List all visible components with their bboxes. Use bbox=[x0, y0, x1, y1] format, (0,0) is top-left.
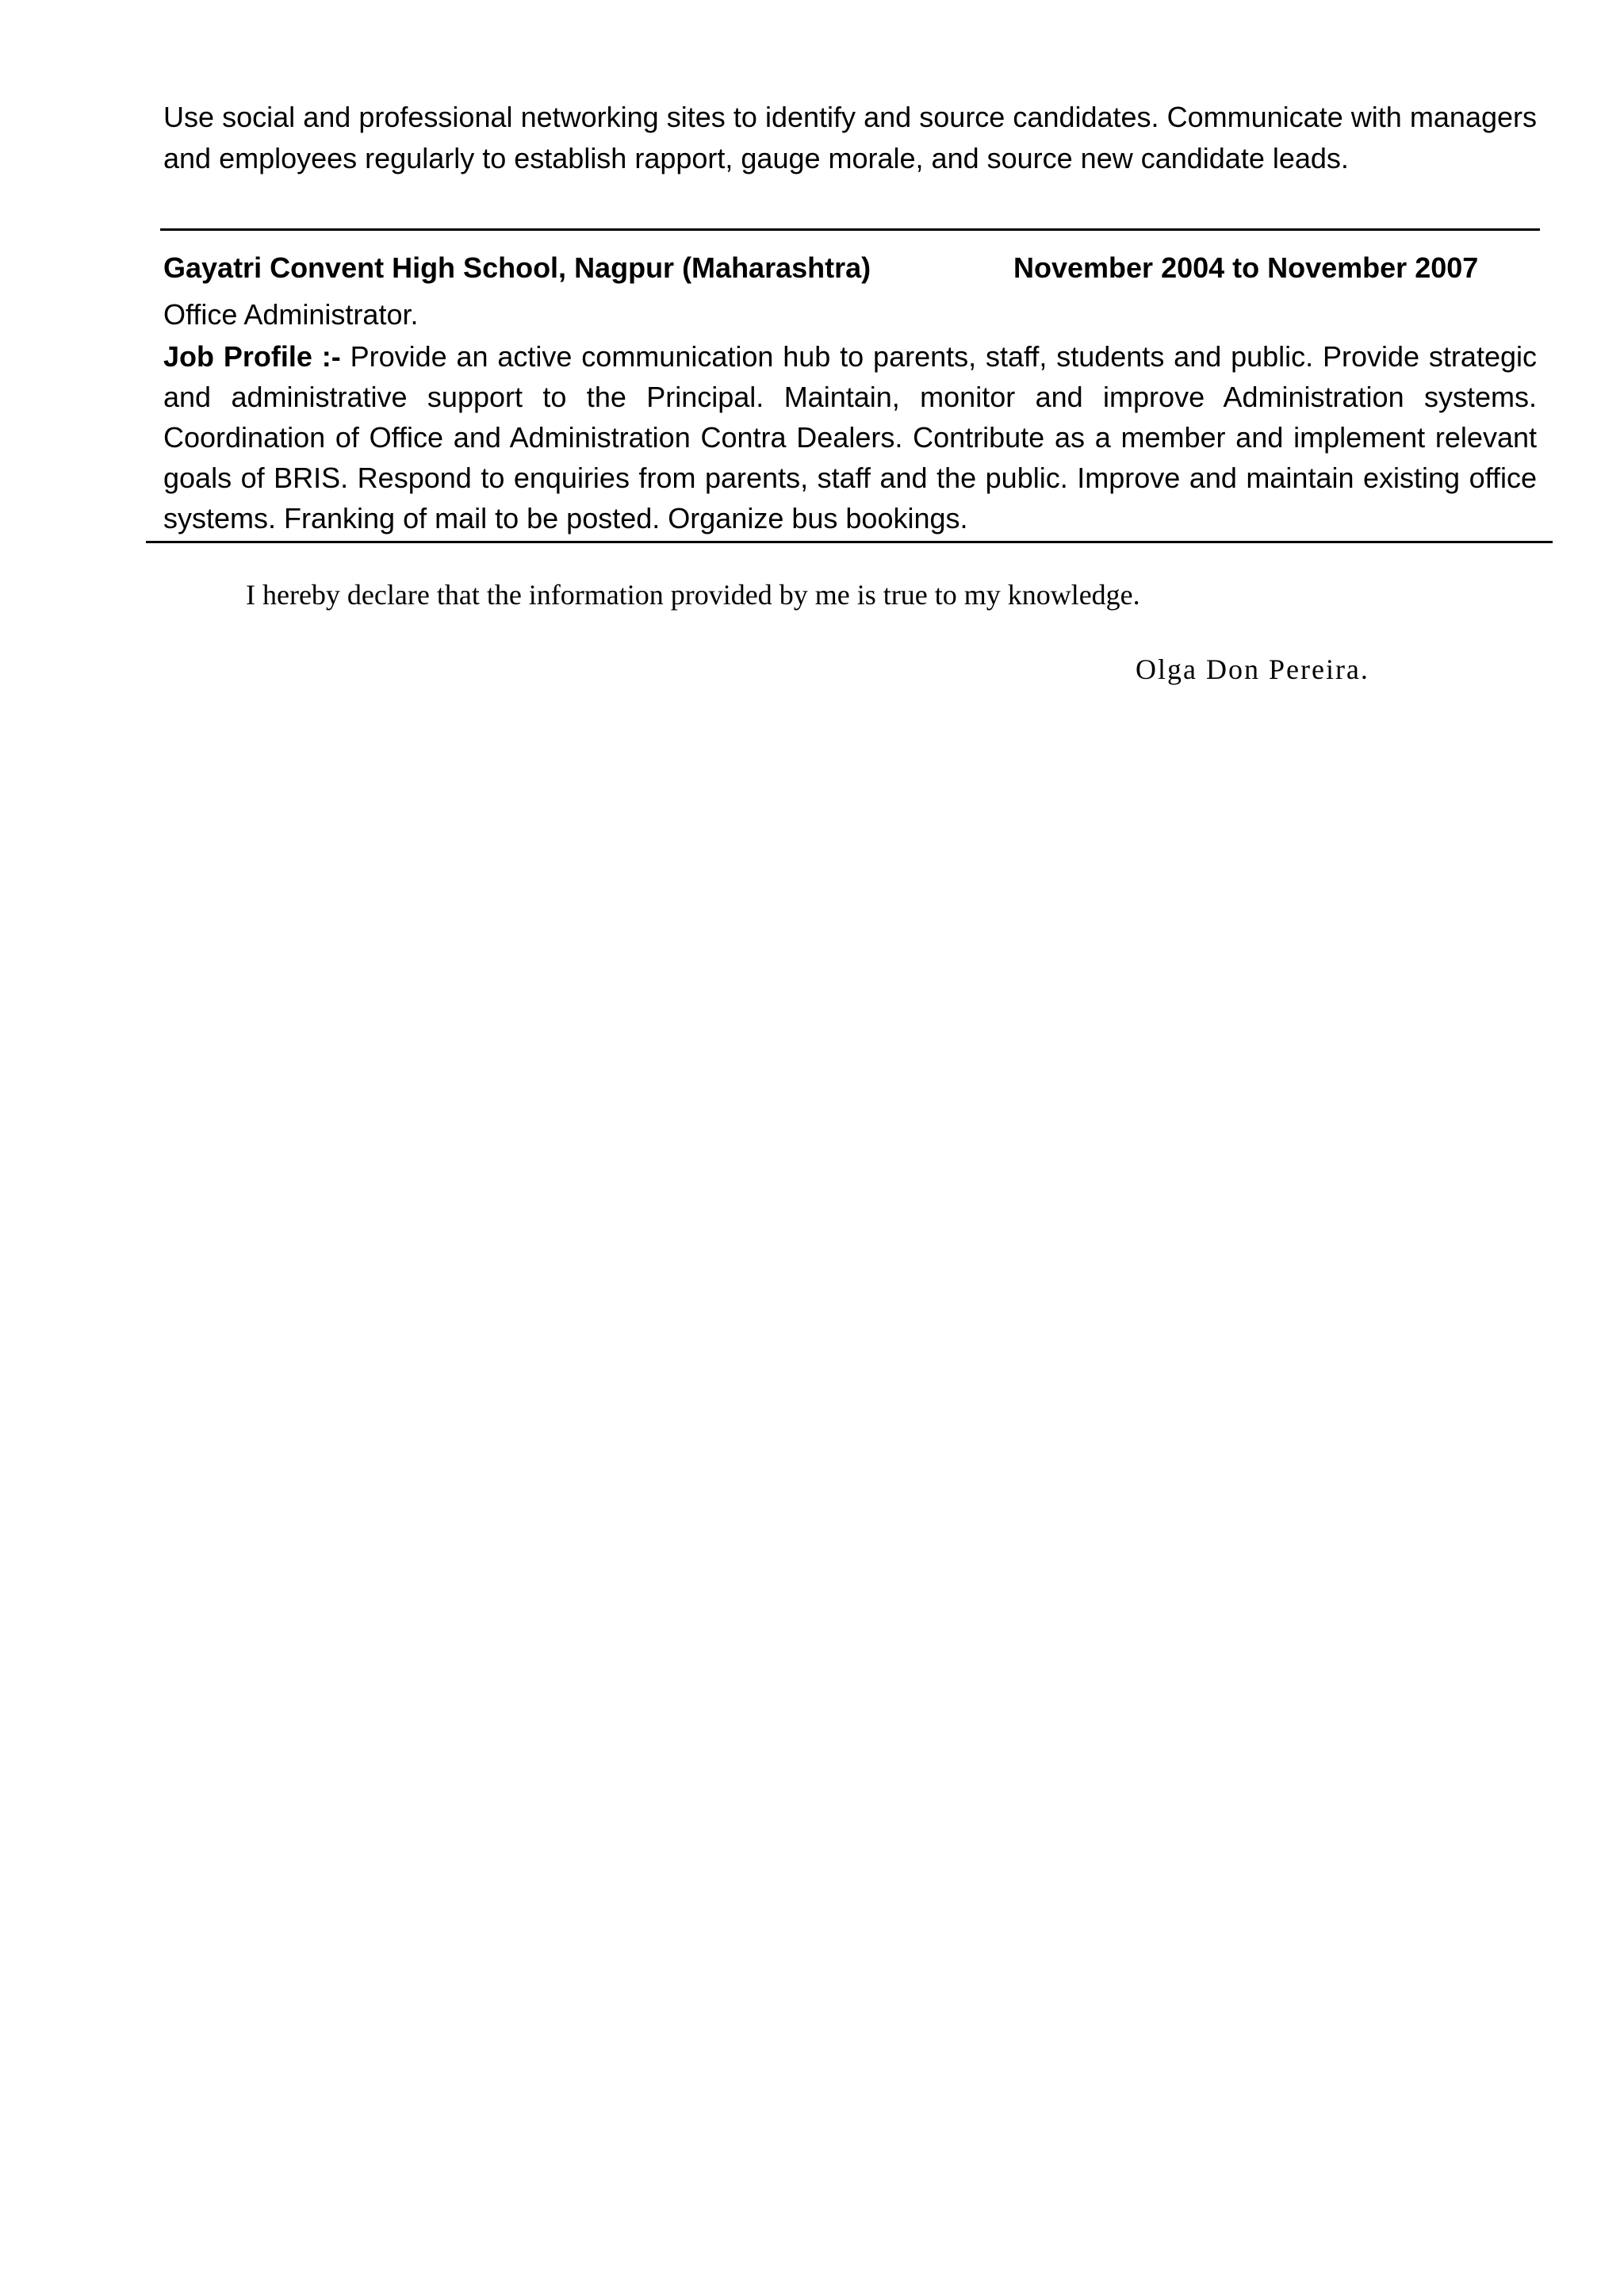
job-dates: November 2004 to November 2007 bbox=[1013, 251, 1479, 284]
job-profile-text: Provide an active communication hub to parents, staff, students and public. Provide strategic and administrative support to the Principal. Maintain, monitor and improve Administration systems. Coordination of Office and Administration Contra Dealers. Contribute as a member and implement relevant goals of BRIS. Respond to enquiries from parents, staff and the public. Improve and maintain existing office systems. Franking of mail to be posted. Organize bus bookings. bbox=[163, 340, 1537, 534]
job-profile-label: Job Profile :- bbox=[163, 340, 341, 373]
job-title: Office Administrator. bbox=[163, 298, 419, 331]
job-organization: Gayatri Convent High School, Nagpur (Maharashtra) bbox=[163, 251, 871, 284]
declaration-text: I hereby declare that the information provided by me is true to my knowledge. bbox=[246, 579, 1140, 611]
signature-name: Olga Don Pereira. bbox=[1136, 653, 1369, 685]
section-divider-top bbox=[160, 228, 1540, 231]
job-header bbox=[163, 247, 1511, 289]
job-profile bbox=[163, 336, 1537, 538]
section-divider-bottom bbox=[146, 541, 1553, 543]
intro-paragraph: Use social and professional networking sites to identify and source candidates. Communicate with managers and employees regularly to establish rapport, gauge morale, and source new candidate leads. bbox=[163, 101, 1537, 174]
